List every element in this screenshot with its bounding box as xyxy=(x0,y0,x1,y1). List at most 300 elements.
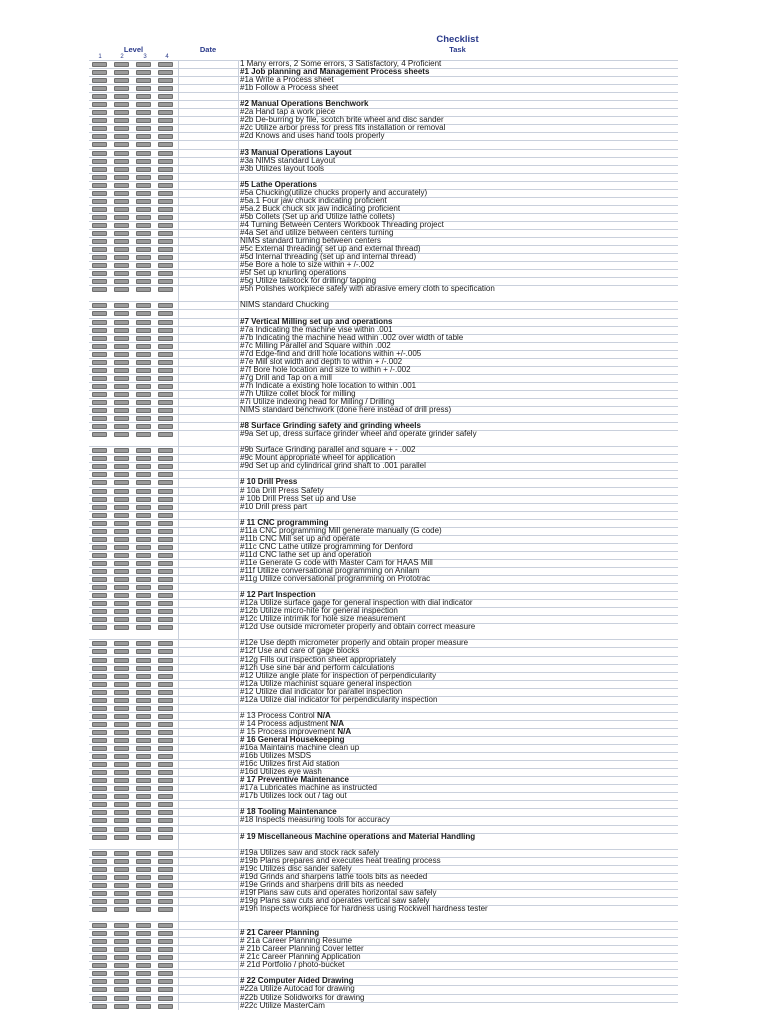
level-3-checkbox[interactable] xyxy=(136,376,151,381)
level-1-checkbox[interactable] xyxy=(92,939,107,944)
date-cell[interactable] xyxy=(178,69,239,76)
level-3-checkbox[interactable] xyxy=(136,899,151,904)
level-3-checkbox[interactable] xyxy=(136,722,151,727)
level-4-checkbox[interactable] xyxy=(158,802,173,807)
level-1-checkbox[interactable] xyxy=(92,714,107,719)
level-2-checkbox[interactable] xyxy=(114,955,129,960)
level-3-checkbox[interactable] xyxy=(136,175,151,180)
level-4-checkbox[interactable] xyxy=(158,448,173,453)
date-cell[interactable] xyxy=(178,721,239,728)
level-3-checkbox[interactable] xyxy=(136,794,151,799)
level-1-checkbox[interactable] xyxy=(92,513,107,518)
date-cell[interactable] xyxy=(178,117,239,124)
level-1-checkbox[interactable] xyxy=(92,617,107,622)
level-2-checkbox[interactable] xyxy=(114,464,129,469)
level-1-checkbox[interactable] xyxy=(92,271,107,276)
date-cell[interactable] xyxy=(178,77,239,84)
date-cell[interactable] xyxy=(178,415,239,422)
level-1-checkbox[interactable] xyxy=(92,303,107,308)
date-cell[interactable] xyxy=(178,158,239,165)
level-1-checkbox[interactable] xyxy=(92,545,107,550)
level-4-checkbox[interactable] xyxy=(158,569,173,574)
level-4-checkbox[interactable] xyxy=(158,786,173,791)
level-3-checkbox[interactable] xyxy=(136,78,151,83)
level-3-checkbox[interactable] xyxy=(136,649,151,654)
level-2-checkbox[interactable] xyxy=(114,553,129,558)
level-2-checkbox[interactable] xyxy=(114,376,129,381)
level-4-checkbox[interactable] xyxy=(158,963,173,968)
level-3-checkbox[interactable] xyxy=(136,754,151,759)
level-4-checkbox[interactable] xyxy=(158,955,173,960)
date-cell[interactable] xyxy=(178,101,239,108)
level-4-checkbox[interactable] xyxy=(158,794,173,799)
date-cell[interactable] xyxy=(178,801,239,808)
date-cell[interactable] xyxy=(178,954,239,961)
date-cell[interactable] xyxy=(178,125,239,132)
level-3-checkbox[interactable] xyxy=(136,239,151,244)
date-cell[interactable] xyxy=(178,246,239,253)
level-3-checkbox[interactable] xyxy=(136,666,151,671)
level-4-checkbox[interactable] xyxy=(158,947,173,952)
level-2-checkbox[interactable] xyxy=(114,730,129,735)
level-4-checkbox[interactable] xyxy=(158,738,173,743)
level-2-checkbox[interactable] xyxy=(114,649,129,654)
level-1-checkbox[interactable] xyxy=(92,472,107,477)
level-2-checkbox[interactable] xyxy=(114,279,129,284)
level-3-checkbox[interactable] xyxy=(136,448,151,453)
date-cell[interactable] xyxy=(178,793,239,800)
date-cell[interactable] xyxy=(178,335,239,342)
level-2-checkbox[interactable] xyxy=(114,1004,129,1009)
level-3-checkbox[interactable] xyxy=(136,947,151,952)
level-4-checkbox[interactable] xyxy=(158,191,173,196)
level-1-checkbox[interactable] xyxy=(92,537,107,542)
level-1-checkbox[interactable] xyxy=(92,376,107,381)
level-1-checkbox[interactable] xyxy=(92,649,107,654)
level-4-checkbox[interactable] xyxy=(158,159,173,164)
level-4-checkbox[interactable] xyxy=(158,392,173,397)
level-4-checkbox[interactable] xyxy=(158,891,173,896)
level-2-checkbox[interactable] xyxy=(114,159,129,164)
level-2-checkbox[interactable] xyxy=(114,674,129,679)
level-3-checkbox[interactable] xyxy=(136,320,151,325)
level-4-checkbox[interactable] xyxy=(158,617,173,622)
level-1-checkbox[interactable] xyxy=(92,891,107,896)
level-2-checkbox[interactable] xyxy=(114,223,129,228)
level-2-checkbox[interactable] xyxy=(114,810,129,815)
date-cell[interactable] xyxy=(178,922,239,929)
level-3-checkbox[interactable] xyxy=(136,810,151,815)
level-4-checkbox[interactable] xyxy=(158,714,173,719)
level-1-checkbox[interactable] xyxy=(92,167,107,172)
level-2-checkbox[interactable] xyxy=(114,971,129,976)
level-3-checkbox[interactable] xyxy=(136,730,151,735)
level-2-checkbox[interactable] xyxy=(114,352,129,357)
level-4-checkbox[interactable] xyxy=(158,320,173,325)
level-2-checkbox[interactable] xyxy=(114,62,129,67)
level-2-checkbox[interactable] xyxy=(114,255,129,260)
level-4-checkbox[interactable] xyxy=(158,384,173,389)
level-1-checkbox[interactable] xyxy=(92,730,107,735)
level-2-checkbox[interactable] xyxy=(114,408,129,413)
level-2-checkbox[interactable] xyxy=(114,320,129,325)
level-4-checkbox[interactable] xyxy=(158,126,173,131)
level-1-checkbox[interactable] xyxy=(92,287,107,292)
date-cell[interactable] xyxy=(178,962,239,969)
level-3-checkbox[interactable] xyxy=(136,963,151,968)
level-2-checkbox[interactable] xyxy=(114,94,129,99)
level-1-checkbox[interactable] xyxy=(92,553,107,558)
level-1-checkbox[interactable] xyxy=(92,996,107,1001)
date-cell[interactable] xyxy=(178,198,239,205)
level-1-checkbox[interactable] xyxy=(92,328,107,333)
level-1-checkbox[interactable] xyxy=(92,770,107,775)
date-cell[interactable] xyxy=(178,327,239,334)
date-cell[interactable] xyxy=(178,431,239,446)
level-4-checkbox[interactable] xyxy=(158,464,173,469)
level-2-checkbox[interactable] xyxy=(114,609,129,614)
level-4-checkbox[interactable] xyxy=(158,810,173,815)
level-2-checkbox[interactable] xyxy=(114,167,129,172)
level-2-checkbox[interactable] xyxy=(114,698,129,703)
level-3-checkbox[interactable] xyxy=(136,770,151,775)
date-cell[interactable] xyxy=(178,85,239,92)
date-cell[interactable] xyxy=(178,109,239,116)
level-3-checkbox[interactable] xyxy=(136,682,151,687)
level-1-checkbox[interactable] xyxy=(92,698,107,703)
level-2-checkbox[interactable] xyxy=(114,400,129,405)
level-4-checkbox[interactable] xyxy=(158,207,173,212)
date-cell[interactable] xyxy=(178,697,239,704)
date-cell[interactable] xyxy=(178,190,239,197)
level-2-checkbox[interactable] xyxy=(114,239,129,244)
level-4-checkbox[interactable] xyxy=(158,255,173,260)
level-1-checkbox[interactable] xyxy=(92,94,107,99)
level-4-checkbox[interactable] xyxy=(158,649,173,654)
level-1-checkbox[interactable] xyxy=(92,706,107,711)
level-4-checkbox[interactable] xyxy=(158,770,173,775)
level-2-checkbox[interactable] xyxy=(114,86,129,91)
date-cell[interactable] xyxy=(178,850,239,857)
level-1-checkbox[interactable] xyxy=(92,722,107,727)
level-2-checkbox[interactable] xyxy=(114,70,129,75)
date-cell[interactable] xyxy=(178,995,239,1002)
level-1-checkbox[interactable] xyxy=(92,955,107,960)
level-3-checkbox[interactable] xyxy=(136,287,151,292)
level-1-checkbox[interactable] xyxy=(92,593,107,598)
level-3-checkbox[interactable] xyxy=(136,344,151,349)
level-2-checkbox[interactable] xyxy=(114,368,129,373)
level-3-checkbox[interactable] xyxy=(136,328,151,333)
level-1-checkbox[interactable] xyxy=(92,521,107,526)
level-4-checkbox[interactable] xyxy=(158,690,173,695)
level-4-checkbox[interactable] xyxy=(158,931,173,936)
level-1-checkbox[interactable] xyxy=(92,569,107,574)
level-1-checkbox[interactable] xyxy=(92,432,107,437)
level-3-checkbox[interactable] xyxy=(136,497,151,502)
level-4-checkbox[interactable] xyxy=(158,778,173,783)
date-cell[interactable] xyxy=(178,150,239,157)
level-2-checkbox[interactable] xyxy=(114,110,129,115)
level-2-checkbox[interactable] xyxy=(114,231,129,236)
level-3-checkbox[interactable] xyxy=(136,971,151,976)
level-4-checkbox[interactable] xyxy=(158,867,173,872)
level-4-checkbox[interactable] xyxy=(158,537,173,542)
date-cell[interactable] xyxy=(178,673,239,680)
level-3-checkbox[interactable] xyxy=(136,617,151,622)
level-2-checkbox[interactable] xyxy=(114,505,129,510)
date-cell[interactable] xyxy=(178,882,239,889)
level-3-checkbox[interactable] xyxy=(136,907,151,912)
date-cell[interactable] xyxy=(178,657,239,664)
level-2-checkbox[interactable] xyxy=(114,979,129,984)
level-2-checkbox[interactable] xyxy=(114,947,129,952)
level-2-checkbox[interactable] xyxy=(114,987,129,992)
level-4-checkbox[interactable] xyxy=(158,979,173,984)
date-cell[interactable] xyxy=(178,552,239,559)
level-1-checkbox[interactable] xyxy=(92,126,107,131)
level-1-checkbox[interactable] xyxy=(92,489,107,494)
level-1-checkbox[interactable] xyxy=(92,666,107,671)
level-1-checkbox[interactable] xyxy=(92,899,107,904)
level-4-checkbox[interactable] xyxy=(158,658,173,663)
date-cell[interactable] xyxy=(178,141,239,148)
level-1-checkbox[interactable] xyxy=(92,794,107,799)
date-cell[interactable] xyxy=(178,834,239,849)
date-cell[interactable] xyxy=(178,520,239,527)
level-4-checkbox[interactable] xyxy=(158,674,173,679)
level-2-checkbox[interactable] xyxy=(114,287,129,292)
level-1-checkbox[interactable] xyxy=(92,207,107,212)
date-cell[interactable] xyxy=(178,302,239,309)
level-2-checkbox[interactable] xyxy=(114,521,129,526)
date-cell[interactable] xyxy=(178,496,239,503)
level-3-checkbox[interactable] xyxy=(136,368,151,373)
level-3-checkbox[interactable] xyxy=(136,456,151,461)
level-1-checkbox[interactable] xyxy=(92,738,107,743)
level-2-checkbox[interactable] xyxy=(114,859,129,864)
level-3-checkbox[interactable] xyxy=(136,416,151,421)
date-cell[interactable] xyxy=(178,978,239,985)
level-2-checkbox[interactable] xyxy=(114,658,129,663)
date-cell[interactable] xyxy=(178,407,239,414)
level-4-checkbox[interactable] xyxy=(158,199,173,204)
level-3-checkbox[interactable] xyxy=(136,553,151,558)
level-3-checkbox[interactable] xyxy=(136,891,151,896)
date-cell[interactable] xyxy=(178,182,239,189)
level-4-checkbox[interactable] xyxy=(158,987,173,992)
level-3-checkbox[interactable] xyxy=(136,303,151,308)
level-3-checkbox[interactable] xyxy=(136,167,151,172)
level-2-checkbox[interactable] xyxy=(114,480,129,485)
date-cell[interactable] xyxy=(178,689,239,696)
level-2-checkbox[interactable] xyxy=(114,996,129,1001)
level-1-checkbox[interactable] xyxy=(92,987,107,992)
date-cell[interactable] xyxy=(178,826,239,833)
level-1-checkbox[interactable] xyxy=(92,625,107,630)
level-3-checkbox[interactable] xyxy=(136,802,151,807)
level-3-checkbox[interactable] xyxy=(136,778,151,783)
level-4-checkbox[interactable] xyxy=(158,875,173,880)
date-cell[interactable] xyxy=(178,858,239,865)
level-2-checkbox[interactable] xyxy=(114,963,129,968)
level-2-checkbox[interactable] xyxy=(114,569,129,574)
level-1-checkbox[interactable] xyxy=(92,497,107,502)
level-4-checkbox[interactable] xyxy=(158,754,173,759)
date-cell[interactable] xyxy=(178,745,239,752)
level-2-checkbox[interactable] xyxy=(114,392,129,397)
level-3-checkbox[interactable] xyxy=(136,875,151,880)
date-cell[interactable] xyxy=(178,262,239,269)
level-3-checkbox[interactable] xyxy=(136,472,151,477)
level-4-checkbox[interactable] xyxy=(158,722,173,727)
date-cell[interactable] xyxy=(178,809,239,816)
level-2-checkbox[interactable] xyxy=(114,738,129,743)
date-cell[interactable] xyxy=(178,238,239,245)
level-1-checkbox[interactable] xyxy=(92,400,107,405)
level-4-checkbox[interactable] xyxy=(158,553,173,558)
date-cell[interactable] xyxy=(178,351,239,358)
level-3-checkbox[interactable] xyxy=(136,867,151,872)
date-cell[interactable] xyxy=(178,866,239,873)
date-cell[interactable] xyxy=(178,705,239,712)
level-1-checkbox[interactable] xyxy=(92,754,107,759)
level-1-checkbox[interactable] xyxy=(92,867,107,872)
level-2-checkbox[interactable] xyxy=(114,142,129,147)
level-3-checkbox[interactable] xyxy=(136,545,151,550)
level-2-checkbox[interactable] xyxy=(114,818,129,823)
level-3-checkbox[interactable] xyxy=(136,706,151,711)
level-3-checkbox[interactable] xyxy=(136,851,151,856)
date-cell[interactable] xyxy=(178,504,239,511)
level-2-checkbox[interactable] xyxy=(114,247,129,252)
level-2-checkbox[interactable] xyxy=(114,641,129,646)
level-2-checkbox[interactable] xyxy=(114,601,129,606)
level-2-checkbox[interactable] xyxy=(114,134,129,139)
level-1-checkbox[interactable] xyxy=(92,505,107,510)
level-1-checkbox[interactable] xyxy=(92,424,107,429)
level-3-checkbox[interactable] xyxy=(136,400,151,405)
level-1-checkbox[interactable] xyxy=(92,658,107,663)
level-2-checkbox[interactable] xyxy=(114,939,129,944)
level-1-checkbox[interactable] xyxy=(92,215,107,220)
level-1-checkbox[interactable] xyxy=(92,859,107,864)
date-cell[interactable] xyxy=(178,528,239,535)
level-2-checkbox[interactable] xyxy=(114,513,129,518)
date-cell[interactable] xyxy=(178,423,239,430)
level-4-checkbox[interactable] xyxy=(158,923,173,928)
level-2-checkbox[interactable] xyxy=(114,714,129,719)
level-1-checkbox[interactable] xyxy=(92,247,107,252)
level-4-checkbox[interactable] xyxy=(158,368,173,373)
level-4-checkbox[interactable] xyxy=(158,432,173,437)
level-2-checkbox[interactable] xyxy=(114,175,129,180)
level-4-checkbox[interactable] xyxy=(158,480,173,485)
level-4-checkbox[interactable] xyxy=(158,70,173,75)
level-1-checkbox[interactable] xyxy=(92,191,107,196)
date-cell[interactable] xyxy=(178,206,239,213)
level-4-checkbox[interactable] xyxy=(158,762,173,767)
level-1-checkbox[interactable] xyxy=(92,239,107,244)
level-4-checkbox[interactable] xyxy=(158,521,173,526)
level-3-checkbox[interactable] xyxy=(136,690,151,695)
date-cell[interactable] xyxy=(178,230,239,237)
level-3-checkbox[interactable] xyxy=(136,424,151,429)
level-4-checkbox[interactable] xyxy=(158,102,173,107)
level-1-checkbox[interactable] xyxy=(92,408,107,413)
level-3-checkbox[interactable] xyxy=(136,658,151,663)
level-4-checkbox[interactable] xyxy=(158,883,173,888)
level-4-checkbox[interactable] xyxy=(158,818,173,823)
level-4-checkbox[interactable] xyxy=(158,971,173,976)
level-2-checkbox[interactable] xyxy=(114,802,129,807)
date-cell[interactable] xyxy=(178,970,239,977)
level-2-checkbox[interactable] xyxy=(114,537,129,542)
level-2-checkbox[interactable] xyxy=(114,899,129,904)
date-cell[interactable] xyxy=(178,1003,239,1010)
level-3-checkbox[interactable] xyxy=(136,480,151,485)
date-cell[interactable] xyxy=(178,133,239,140)
date-cell[interactable] xyxy=(178,608,239,615)
level-4-checkbox[interactable] xyxy=(158,78,173,83)
level-4-checkbox[interactable] xyxy=(158,352,173,357)
level-2-checkbox[interactable] xyxy=(114,617,129,622)
level-3-checkbox[interactable] xyxy=(136,939,151,944)
level-3-checkbox[interactable] xyxy=(136,996,151,1001)
level-2-checkbox[interactable] xyxy=(114,722,129,727)
level-3-checkbox[interactable] xyxy=(136,489,151,494)
level-4-checkbox[interactable] xyxy=(158,939,173,944)
level-2-checkbox[interactable] xyxy=(114,456,129,461)
level-3-checkbox[interactable] xyxy=(136,738,151,743)
level-2-checkbox[interactable] xyxy=(114,271,129,276)
level-1-checkbox[interactable] xyxy=(92,231,107,236)
level-2-checkbox[interactable] xyxy=(114,577,129,582)
level-3-checkbox[interactable] xyxy=(136,231,151,236)
level-1-checkbox[interactable] xyxy=(92,883,107,888)
level-4-checkbox[interactable] xyxy=(158,577,173,582)
date-cell[interactable] xyxy=(178,254,239,261)
level-4-checkbox[interactable] xyxy=(158,183,173,188)
level-3-checkbox[interactable] xyxy=(136,979,151,984)
level-4-checkbox[interactable] xyxy=(158,497,173,502)
level-4-checkbox[interactable] xyxy=(158,416,173,421)
level-2-checkbox[interactable] xyxy=(114,529,129,534)
level-2-checkbox[interactable] xyxy=(114,199,129,204)
level-3-checkbox[interactable] xyxy=(136,698,151,703)
level-2-checkbox[interactable] xyxy=(114,126,129,131)
level-1-checkbox[interactable] xyxy=(92,118,107,123)
level-4-checkbox[interactable] xyxy=(158,601,173,606)
level-3-checkbox[interactable] xyxy=(136,255,151,260)
date-cell[interactable] xyxy=(178,455,239,462)
level-2-checkbox[interactable] xyxy=(114,424,129,429)
level-2-checkbox[interactable] xyxy=(114,151,129,156)
level-4-checkbox[interactable] xyxy=(158,328,173,333)
level-2-checkbox[interactable] xyxy=(114,183,129,188)
date-cell[interactable] xyxy=(178,463,239,470)
level-4-checkbox[interactable] xyxy=(158,730,173,735)
level-2-checkbox[interactable] xyxy=(114,690,129,695)
level-4-checkbox[interactable] xyxy=(158,62,173,67)
level-4-checkbox[interactable] xyxy=(158,827,173,832)
date-cell[interactable] xyxy=(178,560,239,567)
level-4-checkbox[interactable] xyxy=(158,400,173,405)
level-3-checkbox[interactable] xyxy=(136,94,151,99)
level-2-checkbox[interactable] xyxy=(114,746,129,751)
level-4-checkbox[interactable] xyxy=(158,167,173,172)
level-1-checkbox[interactable] xyxy=(92,690,107,695)
